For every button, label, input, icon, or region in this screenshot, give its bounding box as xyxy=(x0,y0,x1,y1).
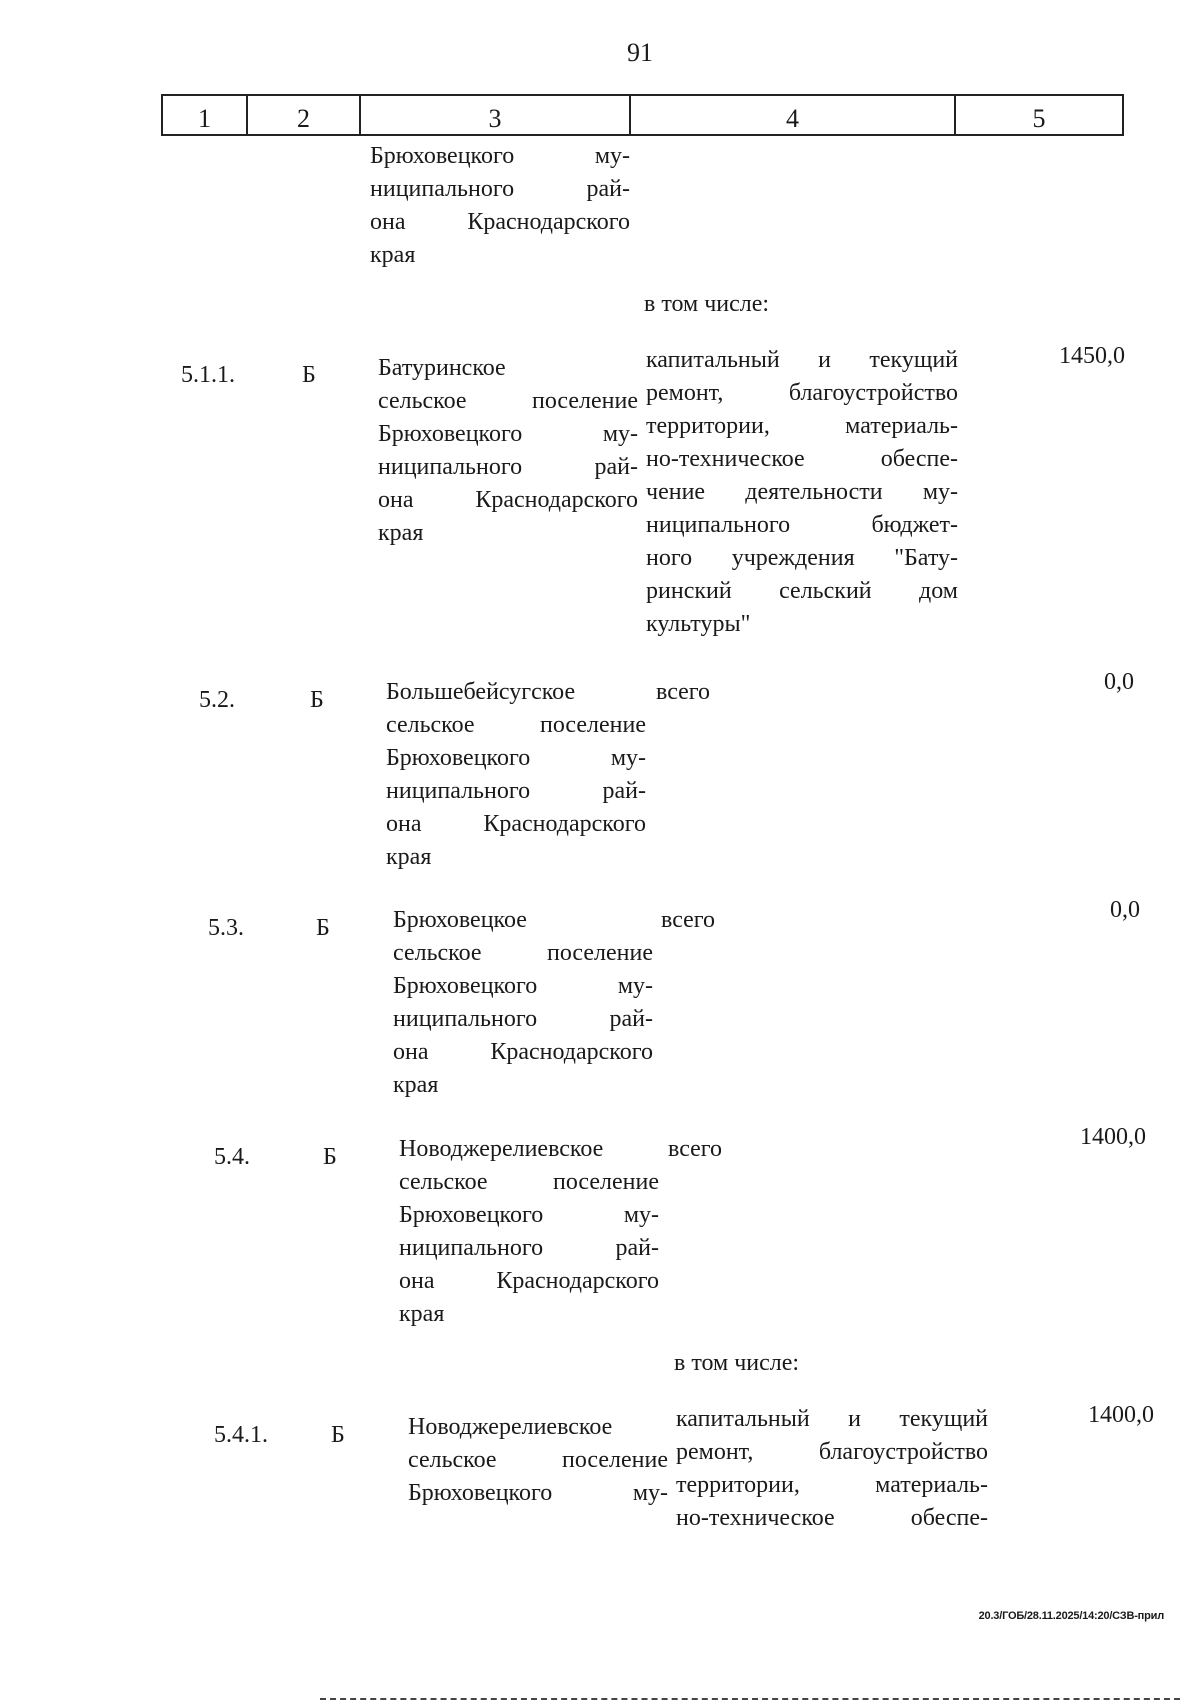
text-line: Брюховецкого му- xyxy=(408,1480,668,1506)
text-line: всего xyxy=(656,679,711,705)
row-amount: 1400,0 xyxy=(1088,1402,1154,1428)
text-line: сельское поселение xyxy=(386,712,646,738)
text-line: территории, материаль- xyxy=(676,1472,988,1498)
including-label: в том числе: xyxy=(674,1350,800,1376)
row-amount: 1400,0 xyxy=(1080,1124,1146,1150)
text-line: Брюховецкого му- xyxy=(370,143,630,169)
text-line: она Краснодарского xyxy=(378,487,638,513)
text-line: края xyxy=(386,844,432,870)
row-description xyxy=(646,344,958,641)
text-line: но-техническое обеспе- xyxy=(676,1505,988,1531)
text-line: ремонт, благоустройство xyxy=(676,1439,988,1465)
row-number: 5.4. xyxy=(214,1144,250,1170)
row-category: Б xyxy=(302,362,316,388)
row-number: 5.1.1. xyxy=(181,362,235,388)
text-line: Брюховецкого му- xyxy=(399,1202,659,1228)
text-line: капитальный и текущий xyxy=(646,347,958,373)
row-category: Б xyxy=(316,915,330,941)
text-line: ниципального рай- xyxy=(386,778,646,804)
row-number: 5.3. xyxy=(208,915,244,941)
text-line: ниципального рай- xyxy=(393,1006,653,1032)
text-line: всего xyxy=(661,907,716,933)
text-line: она Краснодарского xyxy=(386,811,646,837)
text-line: ремонт, благоустройство xyxy=(646,380,958,406)
column-header-2: 2 xyxy=(247,95,360,135)
text-line: Брюховецкого му- xyxy=(386,745,646,771)
text-line: края xyxy=(378,520,424,546)
row-description xyxy=(661,904,973,937)
column-header-1: 1 xyxy=(162,95,247,135)
row-number: 5.2. xyxy=(199,687,235,713)
text-line: территории, материаль- xyxy=(646,413,958,439)
including-label: в том числе: xyxy=(644,291,770,317)
text-line: всего xyxy=(668,1136,723,1162)
text-line: она Краснодарского xyxy=(399,1268,659,1294)
row-name xyxy=(408,1411,668,1510)
continuation-name xyxy=(370,140,630,272)
text-line: Новоджерелиевское xyxy=(399,1136,604,1162)
text-line: сельское поселение xyxy=(408,1447,668,1473)
row-description xyxy=(656,676,968,709)
text-line: края xyxy=(399,1301,445,1327)
text-line: ринский сельский дом xyxy=(646,578,958,604)
text-line: Новоджерелиевское xyxy=(408,1414,613,1440)
text-line: Брюховецкого му- xyxy=(378,421,638,447)
text-line: ниципального рай- xyxy=(370,176,630,202)
text-line: Большебейсугское xyxy=(386,679,576,705)
text-line: Брюховецкое xyxy=(393,907,527,933)
text-line: сельское поселение xyxy=(393,940,653,966)
text-line: сельское поселение xyxy=(378,388,638,414)
row-category: Б xyxy=(331,1422,345,1448)
row-name xyxy=(393,904,653,1102)
row-number: 5.4.1. xyxy=(214,1422,268,1448)
text-line: края xyxy=(393,1072,439,1098)
text-line: культуры" xyxy=(646,611,751,637)
row-name xyxy=(386,676,646,874)
table-header-row xyxy=(161,94,1124,136)
document-code: 20.3/ГОБ/28.11.2025/14:20/СЗВ-прил xyxy=(978,1610,1164,1622)
text-line: Брюховецкого му- xyxy=(393,973,653,999)
row-category: Б xyxy=(323,1144,337,1170)
row-amount: 0,0 xyxy=(1110,897,1140,923)
text-line: капитальный и текущий xyxy=(676,1406,988,1432)
text-line: сельское поселение xyxy=(399,1169,659,1195)
text-line: ниципального рай- xyxy=(399,1235,659,1261)
text-line: чение деятельности му- xyxy=(646,479,958,505)
text-line: Батуринское xyxy=(378,355,506,381)
row-description xyxy=(668,1133,980,1166)
text-line: но-техническое обеспе- xyxy=(646,446,958,472)
text-line: она Краснодарского xyxy=(393,1039,653,1065)
text-line: ного учреждения "Бату- xyxy=(646,545,958,571)
row-amount: 1450,0 xyxy=(1059,343,1125,369)
page-number: 91 xyxy=(627,38,653,67)
row-description xyxy=(676,1403,988,1535)
text-line: ниципального рай- xyxy=(378,454,638,480)
row-name xyxy=(378,352,638,550)
row-name xyxy=(399,1133,659,1331)
row-category: Б xyxy=(310,687,324,713)
page-divider xyxy=(320,1698,1180,1700)
text-line: ниципального бюджет- xyxy=(646,512,958,538)
text-line: она Краснодарского xyxy=(370,209,630,235)
column-header-3: 3 xyxy=(360,95,630,135)
column-header-4: 4 xyxy=(630,95,955,135)
column-header-5: 5 xyxy=(955,95,1123,135)
row-amount: 0,0 xyxy=(1104,669,1134,695)
text-line: края xyxy=(370,242,416,268)
